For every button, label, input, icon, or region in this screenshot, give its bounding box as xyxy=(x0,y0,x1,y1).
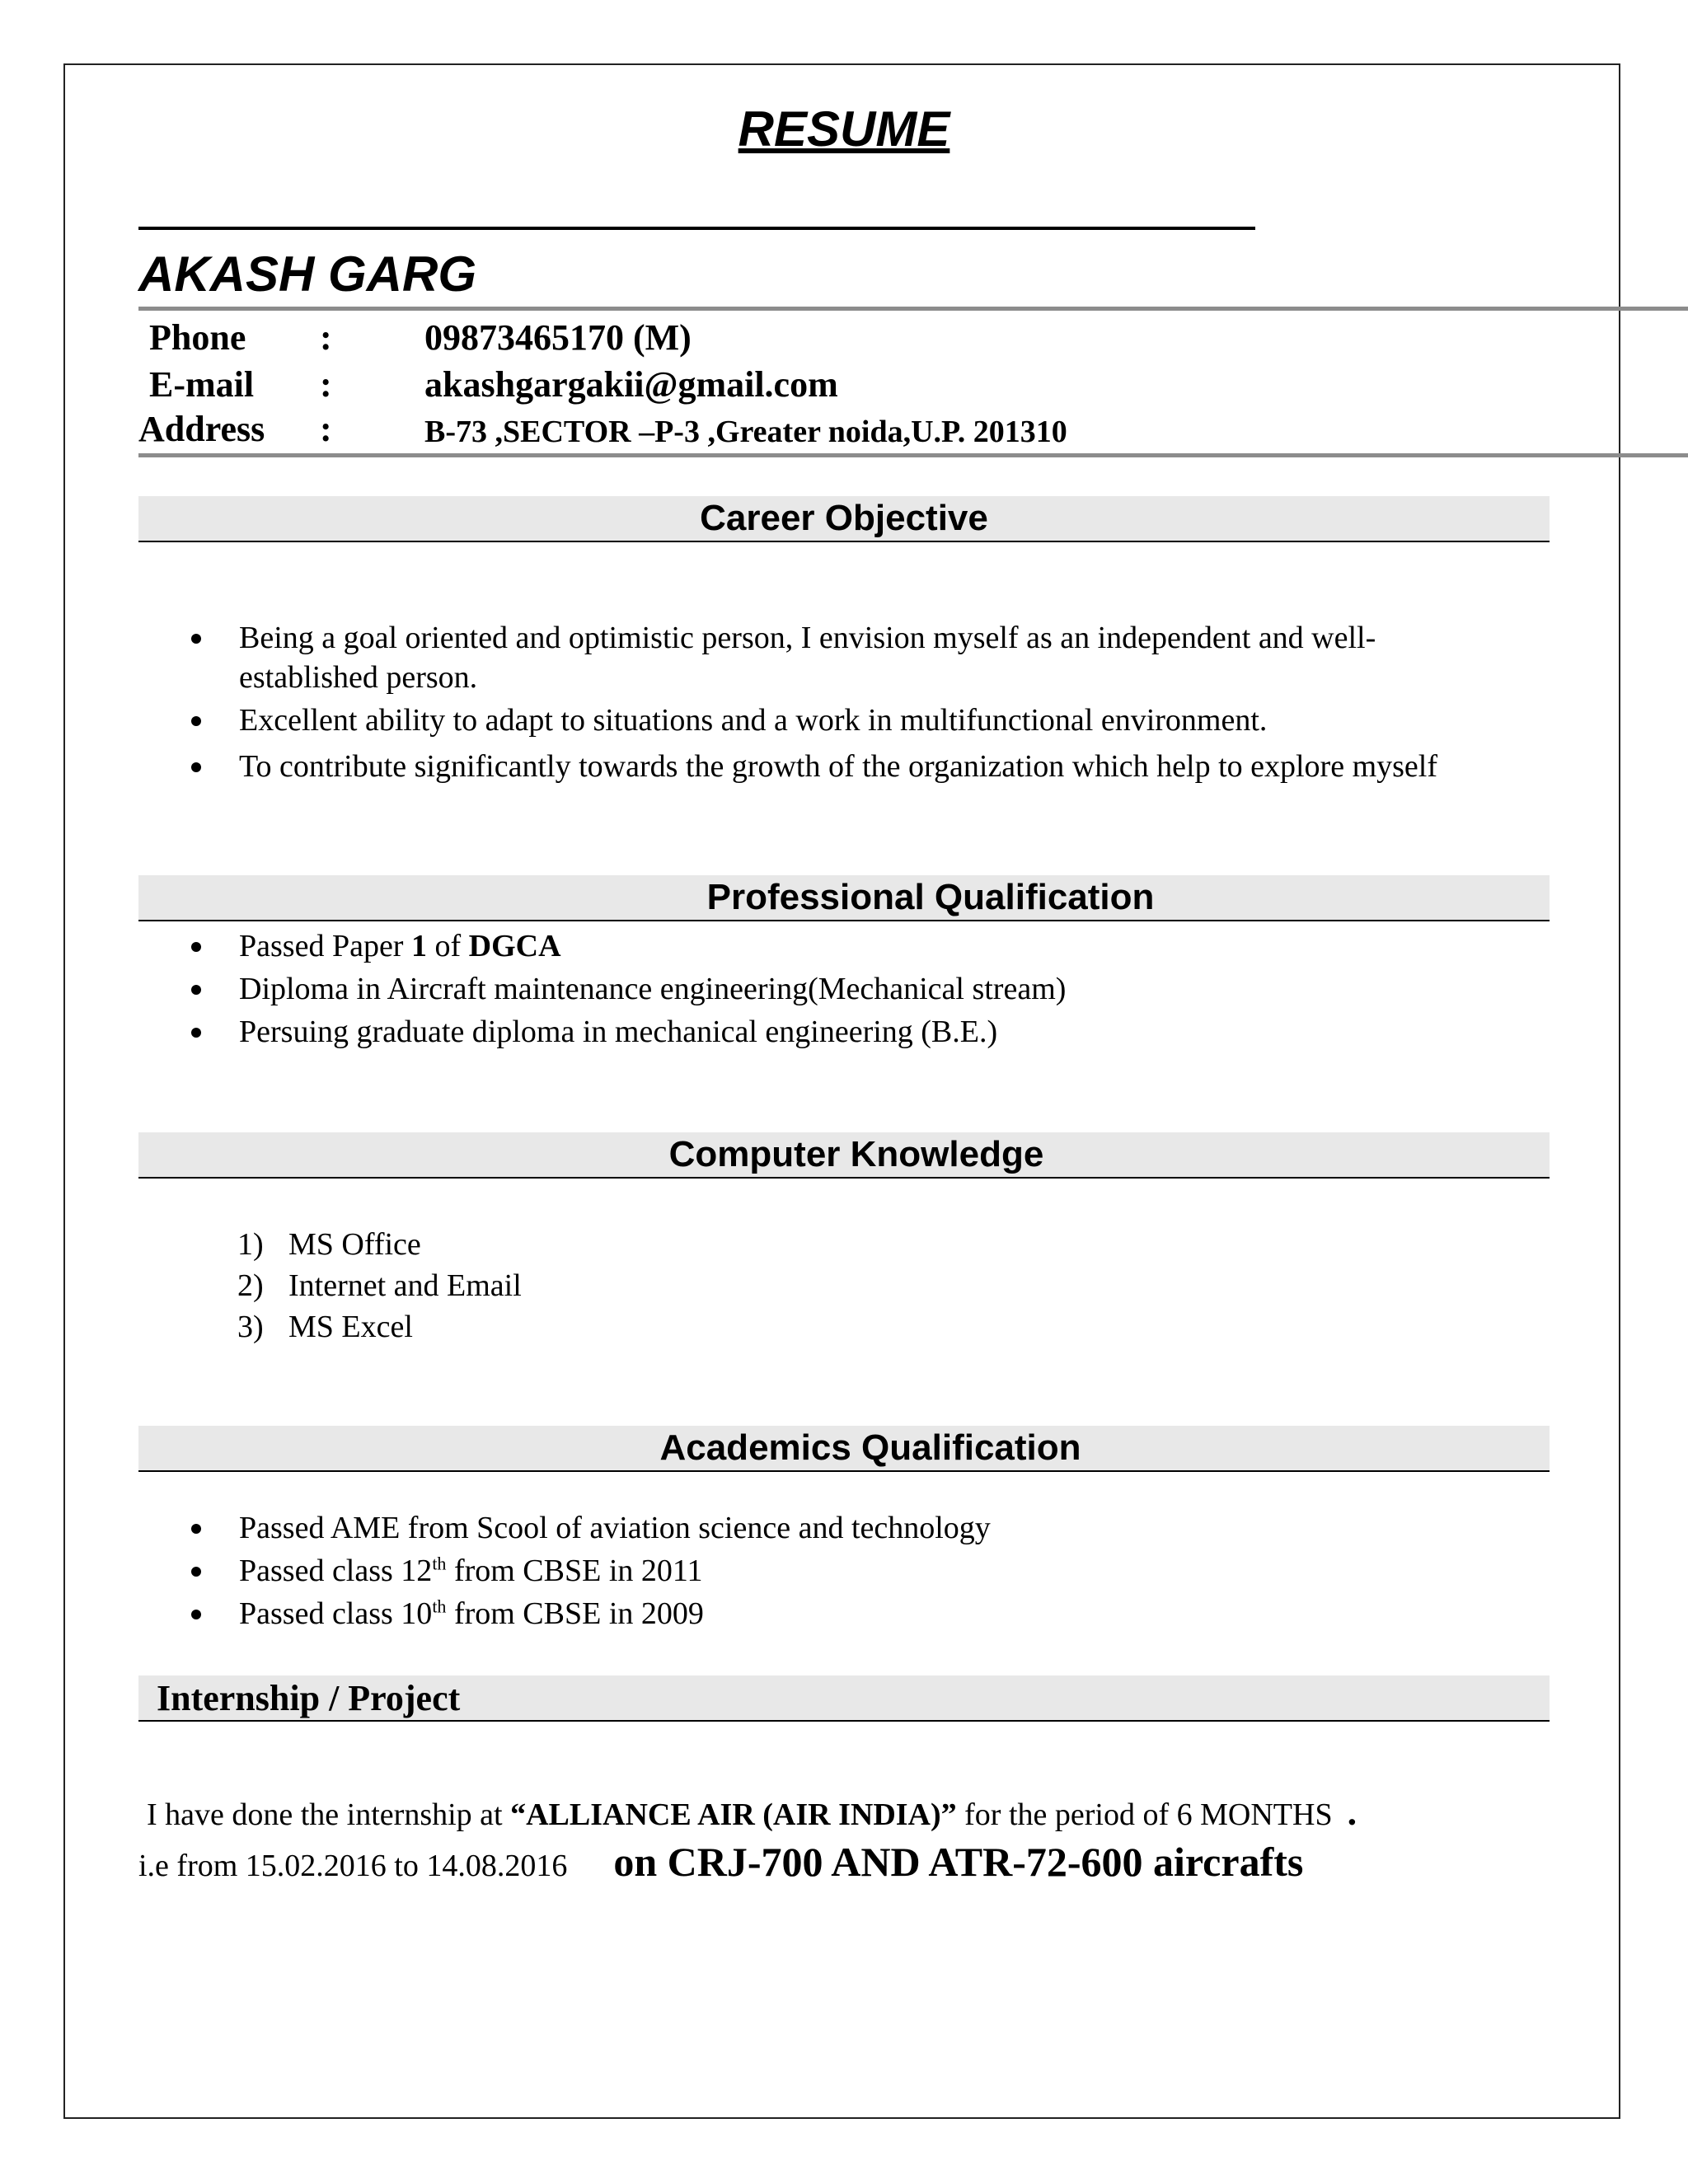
list-item: Excellent ability to adapt to situations and a work in multifunctional environment. xyxy=(0,701,1437,740)
career-objective-heading xyxy=(138,496,1550,542)
phone-label: Phone xyxy=(149,317,246,358)
list-item: Persuing graduate diploma in mechanical engineering (B.E.) xyxy=(0,1012,1066,1052)
list-item: To contribute significantly towards the growth of the organization which help to explore myself xyxy=(0,747,1437,786)
name-rule xyxy=(138,227,1255,230)
internship-line-2: i.e from 15.02.2016 to 14.08.2016 on CRJ-700 AND ATR-72-600 aircrafts xyxy=(138,1839,1304,1885)
list-item: 2) Internet and Email xyxy=(237,1268,522,1303)
bullet-icon xyxy=(191,1610,201,1619)
email-value: akashgargakii@gmail.com xyxy=(424,364,838,405)
resume-title: RESUME xyxy=(738,101,950,157)
bullet-icon xyxy=(191,716,201,726)
computer-knowledge-list xyxy=(0,1224,522,1347)
email-colon: : xyxy=(320,364,332,405)
bullet-icon xyxy=(191,985,201,995)
bullet-icon xyxy=(191,1028,201,1038)
address-colon: : xyxy=(320,409,332,449)
list-item: 3) MS Excel xyxy=(237,1310,413,1344)
list-item: Passed AME from Scool of aviation science and technology xyxy=(0,1508,991,1548)
professional-qualification-list xyxy=(0,926,1066,1052)
academics-list xyxy=(0,1508,991,1633)
career-objective-list xyxy=(0,618,1437,786)
list-item: Passed class 12th from CBSE in 2011 xyxy=(0,1551,991,1591)
phone-colon: : xyxy=(320,317,332,358)
professional-qualification-title: Professional Qualification xyxy=(706,877,1155,917)
internship-title: Internship / Project xyxy=(157,1678,461,1718)
internship-line-1: I have done the internship at “ALLIANCE AIR (AIR INDIA)” for the period of 6 MONTHS . xyxy=(147,1791,1357,1833)
list-item: established person. xyxy=(239,660,478,695)
address-label: Address xyxy=(138,409,265,449)
contact-top-line xyxy=(138,307,1688,311)
address-value: B-73 ,SECTOR –P-3 ,Greater noida,U.P. 201310 xyxy=(424,415,1067,449)
professional-qualification-heading xyxy=(138,875,1550,921)
bullet-icon xyxy=(191,634,201,644)
list-item: Being a goal oriented and optimistic person, I envision myself as an independent and well- xyxy=(0,618,1437,658)
list-item: Passed Paper 1 of DGCA xyxy=(0,926,1066,966)
academics-title: Academics Qualification xyxy=(659,1427,1081,1468)
internship-heading xyxy=(138,1675,1550,1722)
computer-knowledge-heading xyxy=(138,1132,1550,1179)
bullet-icon xyxy=(191,942,201,952)
academics-heading xyxy=(138,1426,1550,1472)
bullet-icon xyxy=(191,762,201,772)
list-item: Diploma in Aircraft maintenance engineering(Mechanical stream) xyxy=(0,969,1066,1009)
bullet-icon xyxy=(191,1524,201,1534)
contact-bottom-line xyxy=(138,453,1688,457)
candidate-name: AKASH GARG xyxy=(138,246,477,302)
list-item: Passed class 10th from CBSE in 2009 xyxy=(0,1594,991,1633)
bullet-icon xyxy=(191,1567,201,1577)
career-objective-title: Career Objective xyxy=(700,498,988,538)
phone-value: 09873465170 (M) xyxy=(424,317,692,358)
email-label: E-mail xyxy=(149,364,255,405)
list-item: 1) MS Office xyxy=(237,1227,421,1262)
computer-knowledge-title: Computer Knowledge xyxy=(668,1134,1044,1174)
